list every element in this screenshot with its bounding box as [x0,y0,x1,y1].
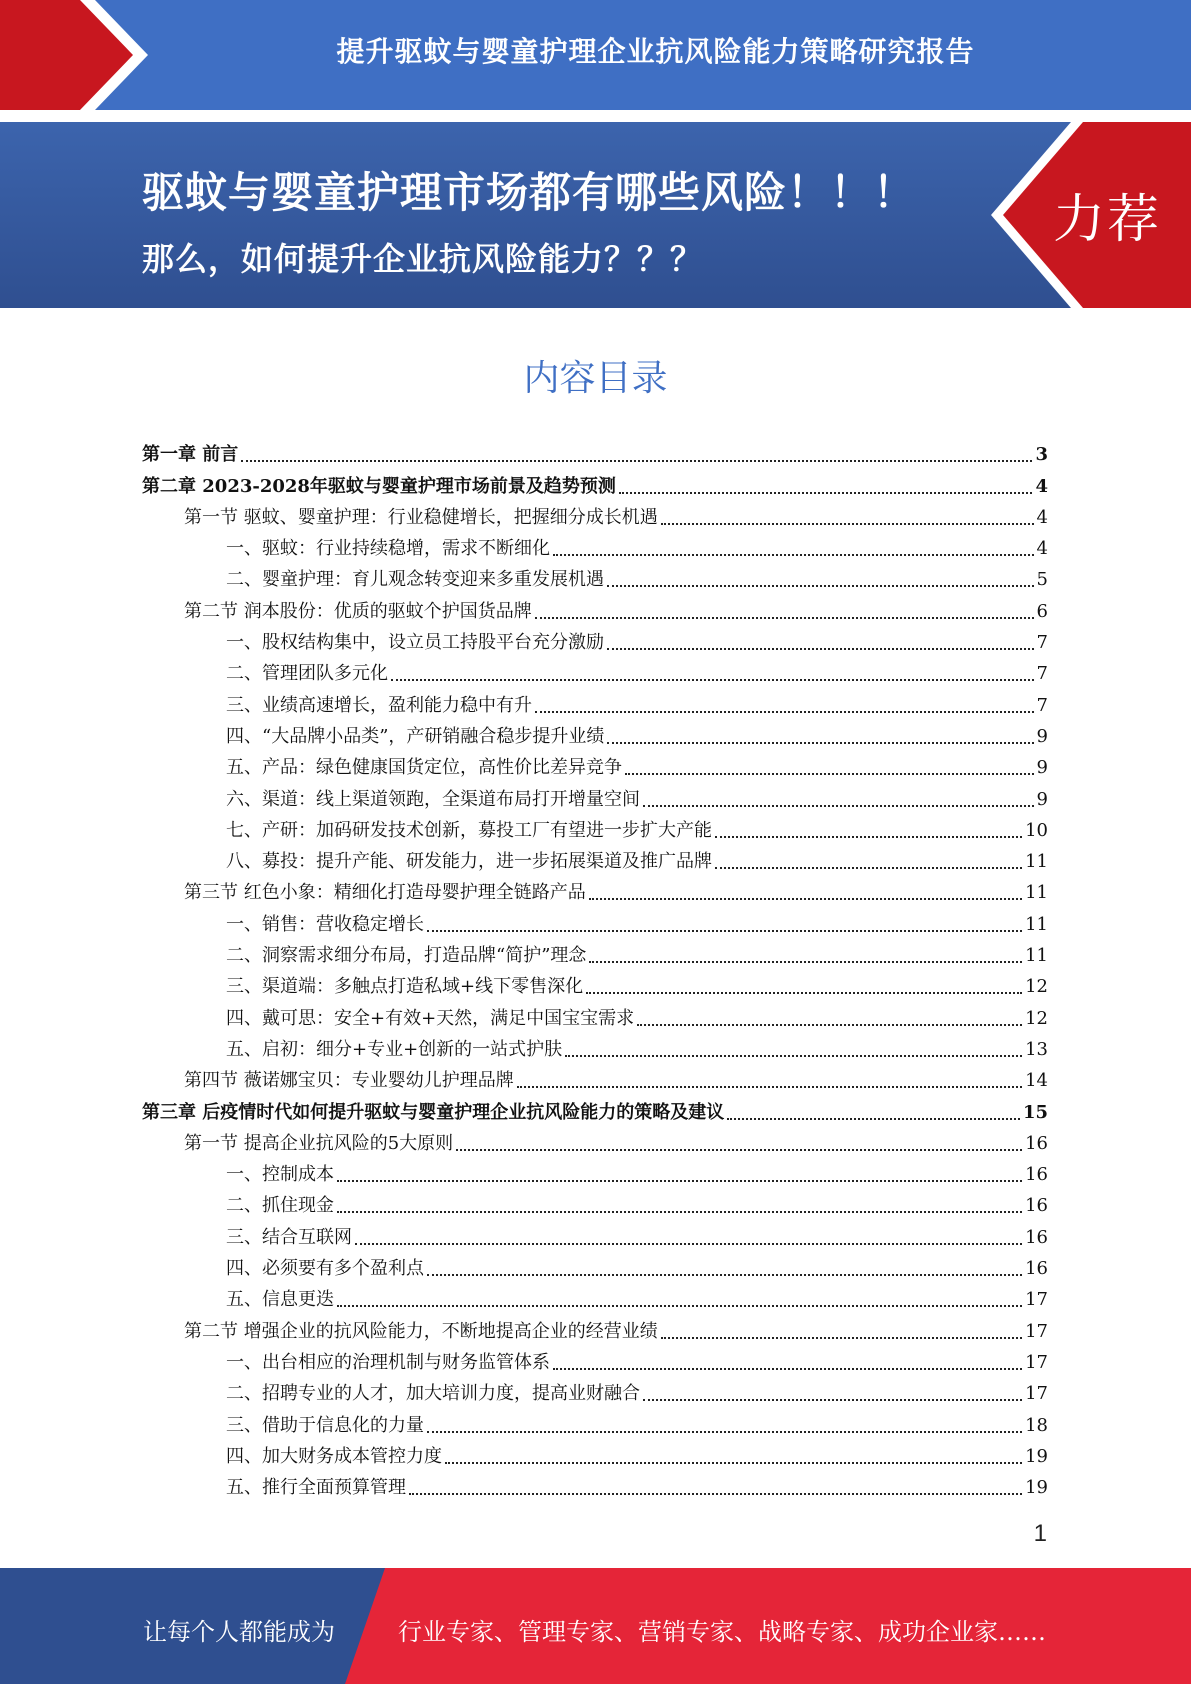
toc-entry[interactable] [142,1250,1048,1281]
toc-entry-title: 第一节 提高企业抗风险的5大原则 [184,1132,454,1154]
toc-entry-page: 17 [1025,1289,1048,1311]
toc-entry[interactable] [142,1344,1048,1375]
toc-entry-page: 15 [1022,1101,1048,1123]
toc-entry-page: 16 [1025,1258,1048,1280]
toc-entry-title: 五、启初：细分+专业+创新的一站式护肤 [226,1038,563,1060]
toc-dot-leader [607,585,1034,587]
hero-subheadline: 那么，如何提升企业抗风险能力？？？ [142,240,704,278]
toc-entry-page: 6 [1036,600,1048,622]
red-arrow-decoration [0,0,160,110]
hero-banner [0,122,1191,308]
toc-dot-leader [337,1180,1022,1182]
toc-entry[interactable] [142,436,1048,467]
toc-entry-title: 第二节 增强企业的抗风险能力，不断地提高企业的经营业绩 [184,1320,658,1342]
toc-entry-title: 四、“大品牌小品类”，产研销融合稳步提升业绩 [226,725,605,747]
toc-entry-title: 第一节 驱蚊、婴童护理：行业稳健增长，把握细分成长机遇 [184,506,658,528]
toc-entry[interactable] [142,1125,1048,1156]
toc-entry[interactable] [142,1438,1048,1469]
toc-entry-page: 3 [1035,444,1048,466]
toc-dot-leader [589,961,1022,963]
toc-entry-page: 9 [1036,725,1048,747]
toc-dot-leader [355,1243,1022,1245]
toc-entry[interactable] [142,1218,1048,1249]
table-of-contents [142,436,1048,1500]
toc-entry-title: 一、出台相应的治理机制与财务监管体系 [226,1351,550,1373]
toc-dot-leader [535,617,1034,619]
toc-entry[interactable] [142,686,1048,717]
toc-entry-page: 12 [1025,1007,1048,1029]
toc-entry-page: 4 [1036,538,1048,560]
toc-heading: 内容目录 [523,358,668,399]
toc-entry-page: 16 [1025,1164,1048,1186]
toc-entry[interactable] [142,592,1048,623]
toc-entry-title: 第二章 2023-2028年驱蚊与婴童护理市场前景及趋势预测 [142,475,616,497]
toc-entry-page: 9 [1036,788,1048,810]
toc-entry-page: 7 [1036,663,1048,685]
toc-dot-leader [427,930,1022,932]
toc-entry-title: 二、抓住现金 [226,1195,334,1217]
toc-entry[interactable] [142,561,1048,592]
toc-entry-page: 13 [1025,1038,1048,1060]
toc-entry-page: 17 [1025,1383,1048,1405]
toc-entry-title: 三、结合互联网 [226,1226,352,1248]
footer-slogan-left: 让每个人都能成为 [143,1618,335,1646]
toc-entry[interactable] [142,1187,1048,1218]
toc-entry[interactable] [142,467,1048,498]
toc-dot-leader [553,554,1034,556]
toc-entry[interactable] [142,499,1048,530]
toc-entry-title: 一、销售：营收稳定增长 [226,913,424,935]
toc-entry-page: 16 [1025,1132,1048,1154]
hero-headline: 驱蚊与婴童护理市场都有哪些风险！！！ [142,168,917,217]
toc-entry-page: 11 [1025,851,1048,873]
toc-entry-page: 11 [1025,945,1048,967]
toc-entry[interactable] [142,905,1048,936]
toc-entry-page: 16 [1025,1195,1048,1217]
toc-dot-leader [619,492,1033,494]
toc-dot-leader [427,1274,1022,1276]
toc-entry[interactable] [142,1469,1048,1500]
toc-dot-leader [391,679,1034,681]
report-header-band [0,0,1191,110]
toc-entry-page: 11 [1025,882,1048,904]
toc-entry-title: 第一章 前言 [142,444,239,466]
toc-dot-leader [565,1055,1022,1057]
toc-entry-title: 六、渠道：线上渠道领跑，全渠道布局打开增量空间 [226,788,640,810]
toc-entry-page: 7 [1036,694,1048,716]
toc-entry-page: 19 [1025,1477,1048,1499]
toc-entry-page: 11 [1025,913,1048,935]
toc-dot-leader [643,1399,1022,1401]
toc-dot-leader [337,1305,1022,1307]
toc-entry[interactable] [142,843,1048,874]
toc-dot-leader [643,805,1034,807]
toc-dot-leader [409,1493,1022,1495]
toc-dot-leader [661,1337,1022,1339]
toc-entry[interactable] [142,1062,1048,1093]
toc-entry-title: 八、募投：提升产能、研发能力，进一步拓展渠道及推广品牌 [226,851,712,873]
toc-entry-title: 二、管理团队多元化 [226,663,388,685]
toc-entry-page: 16 [1025,1226,1048,1248]
toc-entry-page: 12 [1025,976,1048,998]
toc-dot-leader [589,898,1022,900]
toc-dot-leader [715,836,1022,838]
toc-entry[interactable] [142,937,1048,968]
toc-entry[interactable] [142,968,1048,999]
toc-entry[interactable] [142,1312,1048,1343]
toc-entry-page: 7 [1036,632,1048,654]
toc-entry[interactable] [142,655,1048,686]
toc-entry-title: 三、业绩高速增长，盈利能力稳中有升 [226,694,532,716]
toc-entry-title: 一、驱蚊：行业持续稳增，需求不断细化 [226,538,550,560]
toc-dot-leader [607,648,1034,650]
toc-entry-title: 三、借助于信息化的力量 [226,1414,424,1436]
toc-entry-page: 4 [1036,506,1048,528]
toc-entry[interactable] [142,780,1048,811]
toc-entry[interactable] [142,812,1048,843]
toc-dot-leader [517,1086,1022,1088]
toc-entry-title: 四、必须要有多个盈利点 [226,1258,424,1280]
page-number: 1 [1033,1520,1047,1547]
toc-entry-title: 二、招聘专业的人才，加大培训力度，提高业财融合 [226,1383,640,1405]
toc-entry-title: 第二节 润本股份：优质的驱蚊个护国货品牌 [184,600,532,622]
toc-entry-title: 五、推行全面预算管理 [226,1477,406,1499]
toc-entry[interactable] [142,624,1048,655]
toc-entry[interactable] [142,1156,1048,1187]
toc-entry[interactable] [142,874,1048,905]
toc-dot-leader [535,711,1034,713]
toc-dot-leader [553,1368,1022,1370]
toc-entry-title: 四、加大财务成本管控力度 [226,1445,442,1467]
recommend-badge-label: 力荐 [1052,190,1161,250]
toc-entry-title: 四、戴可思：安全+有效+天然，满足中国宝宝需求 [226,1007,635,1029]
toc-entry[interactable] [142,749,1048,780]
toc-entry-title: 五、产品：绿色健康国货定位，高性价比差异竞争 [226,757,622,779]
toc-entry[interactable] [142,1375,1048,1406]
toc-entry-page: 10 [1025,819,1048,841]
toc-entry-title: 第四节 薇诺娜宝贝：专业婴幼儿护理品牌 [184,1070,514,1092]
toc-entry-title: 第三节 红色小象：精细化打造母婴护理全链路产品 [184,882,586,904]
toc-entry[interactable] [142,1031,1048,1062]
toc-dot-leader [607,742,1033,744]
toc-entry-page: 9 [1036,757,1048,779]
toc-entry[interactable] [142,530,1048,561]
toc-dot-leader [337,1211,1022,1213]
footer-slogan-right: 行业专家、管理专家、营销专家、战略专家、成功企业家…… [398,1618,1046,1646]
toc-dot-leader [445,1462,1022,1464]
toc-entry-page: 14 [1025,1070,1048,1092]
toc-entry-page: 18 [1025,1414,1048,1436]
toc-entry[interactable] [142,999,1048,1030]
toc-dot-leader [427,1431,1022,1433]
toc-entry-page: 19 [1025,1445,1048,1467]
toc-entry-title: 七、产研：加码研发技术创新，募投工厂有望进一步扩大产能 [226,819,712,841]
toc-entry-title: 一、控制成本 [226,1164,334,1186]
toc-entry-title: 二、婴童护理：育儿观念转变迎来多重发展机遇 [226,569,604,591]
toc-entry[interactable] [142,718,1048,749]
toc-entry[interactable] [142,1281,1048,1312]
toc-dot-leader [727,1118,1020,1120]
toc-dot-leader [637,1024,1022,1026]
toc-dot-leader [586,992,1022,994]
toc-dot-leader [661,523,1034,525]
toc-entry-title: 三、渠道端：多触点打造私域+线下零售深化 [226,976,584,998]
toc-entry-title: 五、信息更迭 [226,1289,334,1311]
toc-entry[interactable] [142,1093,1048,1124]
toc-entry-page: 17 [1025,1320,1048,1342]
toc-dot-leader [715,867,1022,869]
report-title: 提升驱蚊与婴童护理企业抗风险能力策略研究报告 [336,35,975,68]
toc-entry-page: 4 [1035,475,1048,497]
toc-entry-title: 第三章 后疫情时代如何提升驱蚊与婴童护理企业抗风险能力的策略及建议 [142,1101,725,1123]
toc-dot-leader [241,460,1032,462]
toc-entry-page: 17 [1025,1351,1048,1373]
toc-entry-title: 一、股权结构集中，设立员工持股平台充分激励 [226,632,604,654]
toc-entry-page: 5 [1036,569,1048,591]
toc-entry-title: 二、洞察需求细分布局，打造品牌“简护”理念 [226,945,587,967]
toc-entry[interactable] [142,1406,1048,1437]
toc-dot-leader [456,1149,1022,1151]
toc-dot-leader [625,773,1034,775]
